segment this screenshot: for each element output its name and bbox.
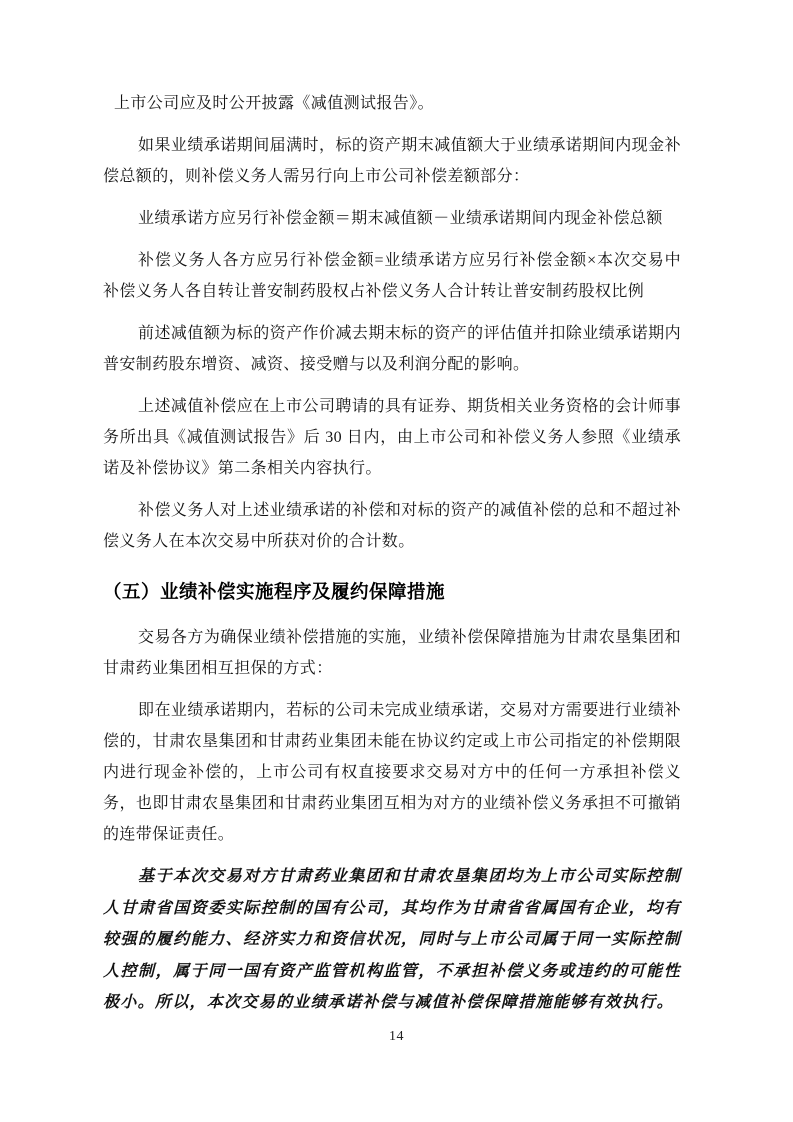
paragraph-continuation: 上市公司应及时公开披露《减值测试报告》。 bbox=[114, 95, 435, 112]
paragraph: 交易各方为确保业绩补偿措施的实施，业绩补偿保障措施为甘肃农垦集团和甘肃药业集团相互担保的方式： bbox=[103, 629, 681, 677]
page-number: 14 bbox=[389, 1029, 404, 1044]
formula-paragraph: 补偿义务人各方应另行补偿金额=业绩承诺方应另行补偿金额×本次交易中补偿义务人各自转让普安制药股权占补偿义务人合计转让普安制药股权比例 bbox=[103, 252, 681, 300]
paragraph: 如果业绩承诺期间届满时，标的资产期末减值额大于业绩承诺期间内现金补偿总额的，则补偿义务人需另行向上市公司补偿差额部分： bbox=[103, 137, 681, 185]
paragraph: 补偿义务人对上述业绩承诺的补偿和对标的资产的减值补偿的总和不超过补偿义务人在本次交易中所获对价的合计数。 bbox=[103, 502, 681, 550]
formula-line: 业绩承诺方应另行补偿金额＝期末减值额－业绩承诺期间内现金补偿总额 bbox=[138, 210, 663, 227]
paragraph: 即在业绩承诺期内，若标的公司未完成业绩承诺，交易对方需要进行业绩补偿的，甘肃农垦集团和甘肃药业集团未能在协议约定或上市公司指定的补偿期限内进行现金补偿的，上市公司有权直接要求交易对方中的任何一方承担补偿义务，也即甘肃农垦集团和甘肃药业集团互相为对方的业绩补偿义务承担不可撤销的连带保证责任。 bbox=[103, 702, 681, 843]
section-heading: （五）业绩补偿实施程序及履约保障措施 bbox=[103, 581, 446, 602]
paragraph: 前述减值额为标的资产作价减去期末标的资产的评估值并扣除业绩承诺期内普安制药股东增资、减资、接受赠与以及利润分配的影响。 bbox=[103, 325, 681, 373]
emphasis-paragraph: 基于本次交易对方甘肃药业集团和甘肃农垦集团均为上市公司实际控制人甘肃省国资委实际控制的国有公司，其均作为甘肃省省属国有企业，均有较强的履约能力、经济实力和资信状况，同时与上市公司属于同一实际控制人控制，属于同一国有资产监管机构监管，不承担补偿义务或违约的可能性极小。所以，本次交易的业绩承诺补偿与减值补偿保障措施能够有效执行。 bbox=[103, 868, 681, 1011]
paragraph: 上述减值补偿应在上市公司聘请的具有证券、期货相关业务资格的会计师事务所出具《减值测试报告》后 30 日内，由上市公司和补偿义务人参照《业绩承诺及补偿协议》第二条相关内容执行。 bbox=[103, 398, 681, 477]
page-content bbox=[103, 88, 681, 1019]
